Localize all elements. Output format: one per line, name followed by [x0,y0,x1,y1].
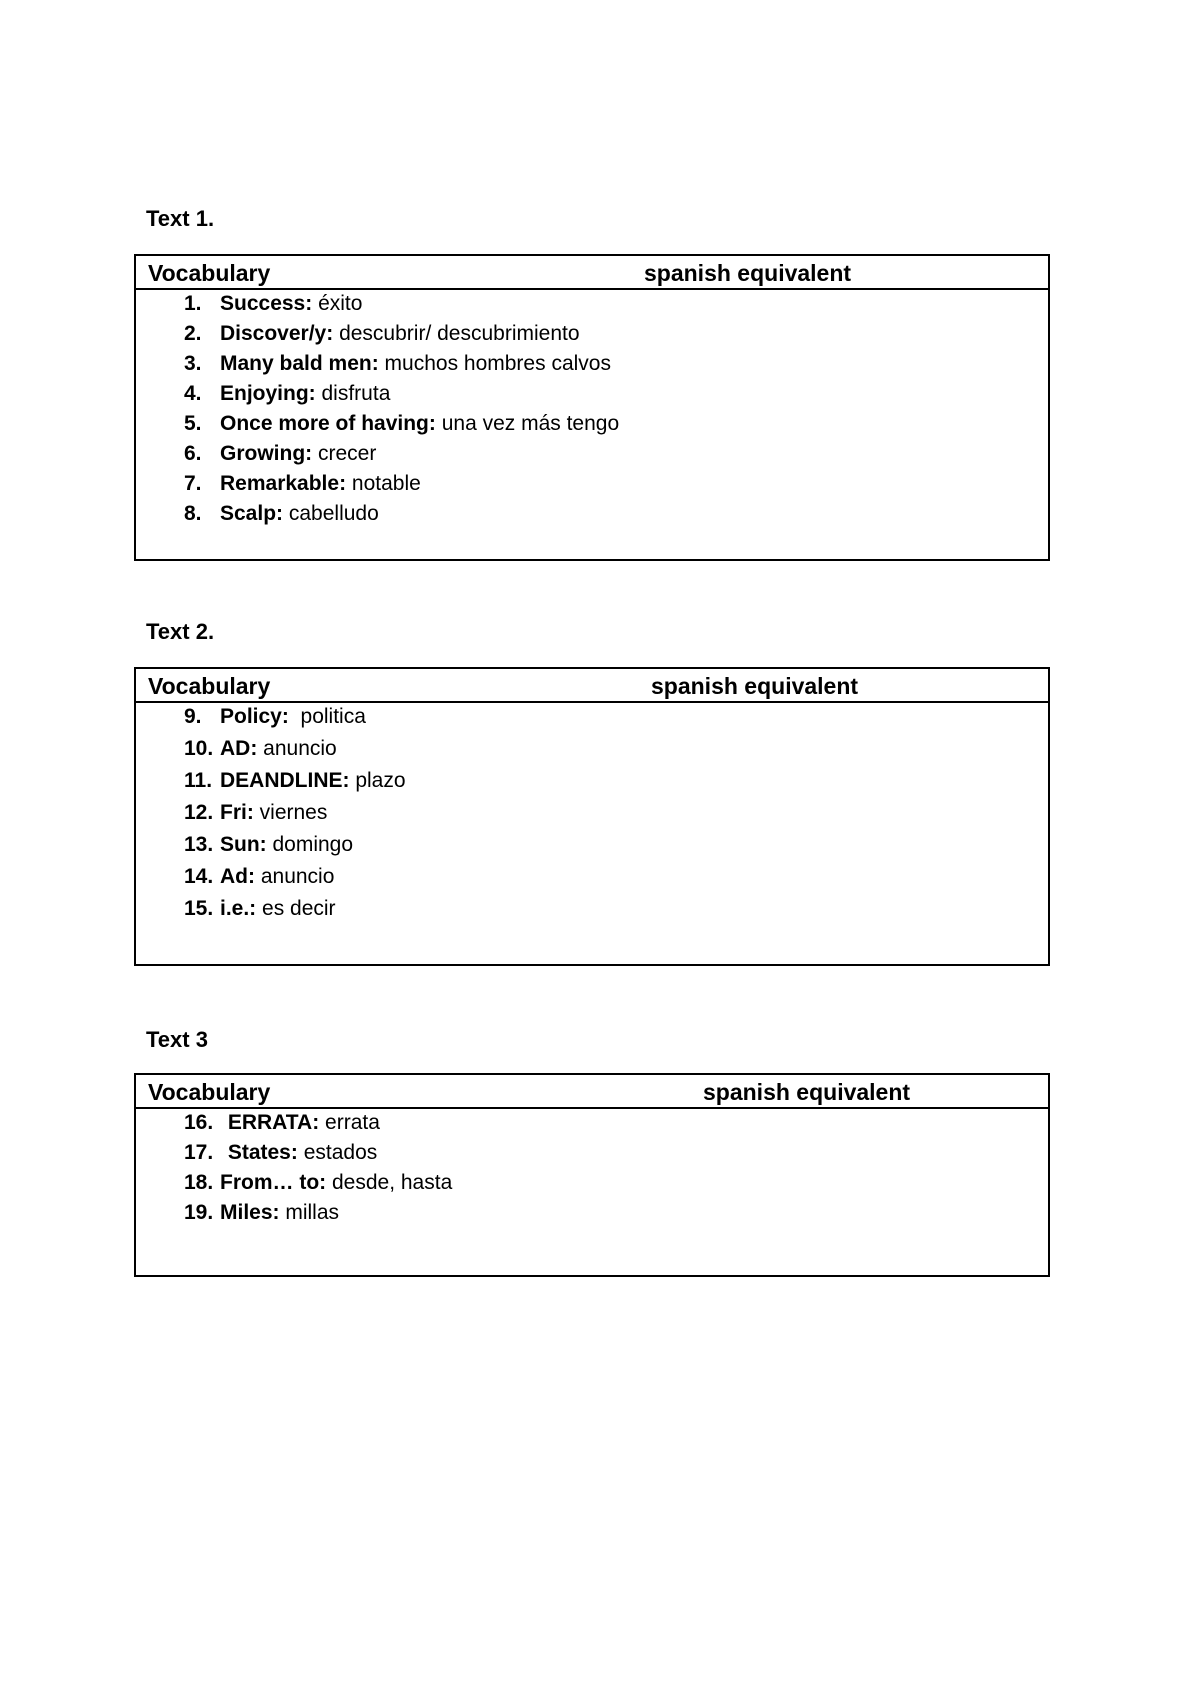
spanish-equivalent-column-header: spanish equivalent [651,673,859,699]
item-number: 18. [184,1171,214,1194]
item-term: From… to: [220,1171,327,1194]
item-number: 12. [184,801,214,824]
item-term: Miles: [220,1201,280,1224]
list-item [136,412,1048,442]
item-term: AD: [220,737,258,760]
spanish-equivalent-column-header: spanish equivalent [703,1079,911,1105]
item-number: 14. [184,865,214,888]
item-translation: estados [297,1141,378,1164]
item-term: Once more of having: [220,412,436,435]
list-item [136,833,1048,865]
list-item [136,442,1048,472]
item-number: 9. [184,705,202,728]
item-number: 17. [184,1141,214,1164]
item-translation: desde, hasta [326,1171,453,1194]
item-translation: notable [346,472,421,495]
item-translation: anuncio [255,865,335,888]
item-translation: crecer [312,442,377,465]
item-number: 11. [184,769,213,792]
list-item [136,705,1048,737]
list-item [136,801,1048,833]
item-translation: millas [279,1201,340,1224]
item-translation: domingo [266,833,354,856]
vocab-list [136,1109,1048,1231]
list-item [136,737,1048,769]
item-term: Growing: [220,442,313,465]
item-term: Policy: [220,705,289,728]
item-term: States: [222,1141,298,1164]
item-term: Ad: [220,865,255,888]
item-number: 6. [184,442,202,465]
item-term: Sun: [220,833,267,856]
item-translation: viernes [253,801,328,824]
list-item [136,1111,1048,1141]
list-item [136,472,1048,502]
section-title-text-2: Text 2. [146,619,215,644]
list-item [136,1201,1048,1231]
item-number: 4. [184,382,202,405]
section-title-text-3: Text 3 [146,1027,208,1052]
item-term: Fri: [220,801,254,824]
item-number: 10. [184,737,214,760]
list-item [136,769,1048,801]
list-item [136,292,1048,322]
item-translation: plazo [349,769,406,792]
item-translation: disfruta [315,382,391,405]
item-translation: una vez más tengo [435,412,620,435]
item-term: i.e.: [220,897,257,920]
list-item [136,897,1048,929]
section-title-text-1: Text 1. [146,206,215,231]
vocab-table-text-1 [134,254,1050,561]
vocab-table-text-2 [134,667,1050,966]
list-item [136,382,1048,412]
item-translation: cabelludo [283,502,379,525]
vocab-table-header [136,256,1048,290]
item-number: 5. [184,412,202,435]
list-item [136,352,1048,382]
item-translation: muchos hombres calvos [378,352,611,375]
item-term: Discover/y: [220,322,334,345]
item-term: DEANDLINE: [220,769,350,792]
list-item [136,1171,1048,1201]
item-number: 16. [184,1111,214,1134]
vocab-list [136,290,1048,532]
vocabulary-column-header: Vocabulary [148,673,271,699]
list-item [136,502,1048,532]
vocabulary-column-header: Vocabulary [148,260,271,286]
item-number: 7. [184,472,202,495]
item-translation: es decir [256,897,336,920]
item-translation: errata [319,1111,380,1134]
spanish-equivalent-column-header: spanish equivalent [644,260,852,286]
item-number: 8. [184,502,202,525]
item-number: 19. [184,1201,214,1224]
item-number: 2. [184,322,202,345]
list-item [136,865,1048,897]
vocab-list [136,703,1048,929]
list-item [136,1141,1048,1171]
item-term: ERRATA: [222,1111,320,1134]
vocab-table-header [136,669,1048,703]
item-term: Success: [220,292,313,315]
item-term: Remarkable: [220,472,347,495]
item-number: 15. [184,897,214,920]
item-number: 1. [184,292,202,315]
item-number: 13. [184,833,214,856]
item-term: Enjoying: [220,382,316,405]
list-item [136,322,1048,352]
vocab-table-header [136,1075,1048,1109]
item-translation: éxito [312,292,363,315]
vocab-table-text-3 [134,1073,1050,1277]
item-translation: politica [288,705,366,728]
item-number: 3. [184,352,202,375]
item-translation: anuncio [257,737,337,760]
item-translation: descubrir/ descubrimiento [333,322,580,345]
vocabulary-column-header: Vocabulary [148,1079,271,1105]
item-term: Many bald men: [220,352,379,375]
item-term: Scalp: [220,502,284,525]
